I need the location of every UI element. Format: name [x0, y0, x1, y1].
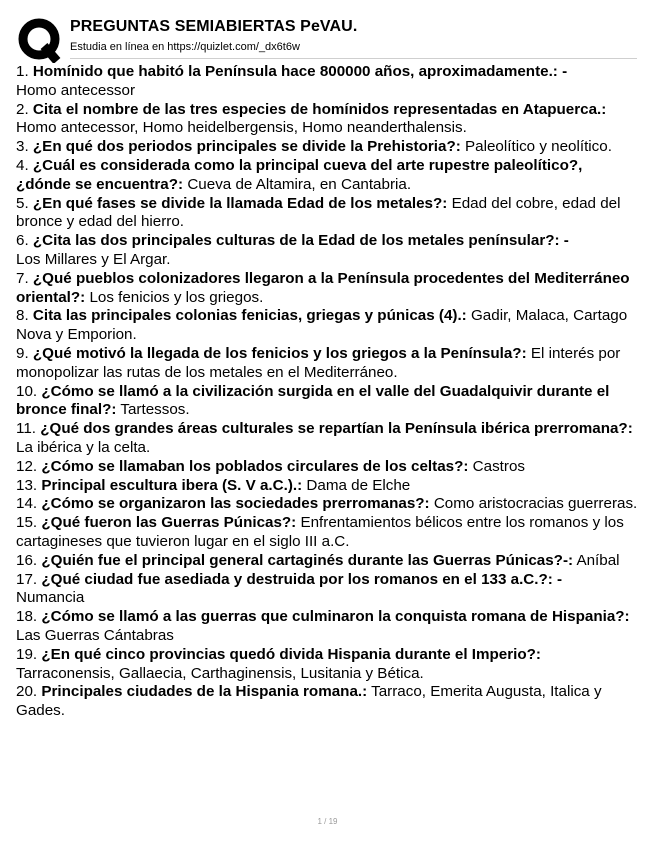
question-text: Cita el nombre de las tres especies de homínidos representadas en Atapuerca.:	[32, 100, 607, 118]
question-text: ¿Qué fueron las Guerras Púnicas?:	[41, 514, 297, 532]
question-item-4	[16, 157, 638, 195]
question-item-18	[16, 608, 638, 646]
question-text: ¿Cuál es considerada como la principal cueva del arte rupestre paleolítico?, ¿dónde se encuentra?:	[16, 156, 583, 193]
question-text: Principal escultura ibera (S. V a.C.).:	[41, 476, 303, 494]
answer-text: Los fenicios y los griegos.	[89, 288, 264, 306]
question-number: 1.	[16, 63, 29, 80]
header-divider	[70, 58, 637, 59]
question-item-10	[16, 383, 638, 421]
question-number: 16.	[16, 551, 38, 569]
answer-text: Aníbal	[576, 551, 620, 569]
question-text: Principales ciudades de la Hispania romana.:	[41, 683, 368, 701]
question-item-8	[16, 307, 638, 345]
question-number: 4.	[16, 156, 29, 174]
question-number: 11.	[16, 420, 36, 438]
question-item-6	[16, 232, 638, 270]
question-item-9	[16, 345, 638, 383]
document-header	[16, 14, 638, 60]
question-number: 17.	[16, 570, 38, 588]
question-item-3	[16, 138, 638, 157]
question-text: ¿En qué dos periodos principales se divide la Prehistoria?:	[32, 138, 461, 156]
question-text: ¿En qué cinco provincias quedó divida Hispania durante el Imperio?:	[41, 645, 541, 663]
question-text: Homínido que habitó la Península hace 800000 años, aproximadamente.: -	[32, 63, 568, 80]
question-number: 9.	[16, 344, 29, 362]
question-number: 20.	[16, 683, 38, 701]
question-number: 8.	[16, 307, 29, 325]
answer-text: Dama de Elche	[306, 476, 411, 494]
question-item-17	[16, 571, 638, 609]
answer-text: Tartessos.	[120, 401, 190, 419]
question-text: ¿En qué fases se divide la llamada Edad de los metales?:	[32, 194, 448, 212]
question-item-19	[16, 646, 638, 684]
answer-text: Tarraco, Emerita Augusta, Italica y Gades.	[16, 683, 602, 720]
answer-text: Paleolítico y neolítico.	[465, 138, 612, 156]
question-number: 14.	[16, 495, 38, 513]
answer-text: El interés por monopolizar las rutas de los metales en el Mediterráneo.	[16, 344, 621, 381]
question-text: ¿Quién fue el principal general cartaginés durante las Guerras Púnicas?-:	[41, 551, 574, 569]
question-number: 15.	[16, 514, 38, 532]
question-number: 5.	[16, 194, 29, 212]
answer-text: Numancia	[16, 589, 85, 607]
answer-text: Edad del cobre, edad del bronce y edad del hierro.	[16, 194, 621, 231]
question-text: Cita las principales colonias fenicias, griegas y púnicas (4).:	[32, 307, 467, 325]
quizlet-q-logo-icon	[16, 17, 62, 63]
question-item-5	[16, 195, 638, 233]
question-item-15	[16, 514, 638, 552]
question-item-1	[16, 63, 638, 101]
question-text: ¿Cómo se llamó a la civilización surgida en el valle del Guadalquivir durante el bronce final?:	[16, 382, 610, 419]
question-number: 7.	[16, 269, 29, 287]
question-number: 13.	[16, 476, 38, 494]
question-list	[16, 63, 638, 721]
answer-text: Homo antecessor	[16, 81, 136, 99]
answer-text: La ibérica y la celta.	[16, 438, 151, 456]
answer-text: Como aristocracias guerreras.	[433, 495, 638, 513]
question-text: ¿Qué dos grandes áreas culturales se repartían la Península ibérica prerromana?:	[40, 420, 633, 438]
answer-text: Cueva de Altamira, en Cantabria.	[187, 175, 412, 193]
answer-text: Los Millares y El Argar.	[16, 250, 171, 268]
question-item-16	[16, 552, 638, 571]
question-item-20	[16, 683, 638, 721]
question-item-2	[16, 101, 638, 139]
answer-text: Las Guerras Cántabras	[16, 626, 174, 644]
page-indicator: 1 / 19	[317, 817, 338, 826]
question-number: 10.	[16, 382, 38, 400]
answer-text: Homo antecessor, Homo heidelbergensis, Homo neanderthalensis.	[16, 119, 467, 137]
question-number: 6.	[16, 232, 29, 250]
question-text: ¿Cómo se llamó a las guerras que culminaron la conquista romana de Hispania?:	[41, 608, 630, 626]
question-text: ¿Qué ciudad fue asediada y destruida por los romanos en el 133 a.C.?: -	[41, 570, 563, 588]
answer-text: Tarraconensis, Gallaecia, Carthaginensis, Lusitania y Bética.	[16, 664, 424, 682]
question-item-13	[16, 477, 638, 496]
study-link-text: Estudia en línea en https://quizlet.com/_dx6t6w	[70, 41, 300, 53]
question-number: 19.	[16, 645, 38, 663]
question-text: ¿Cómo se organizaron las sociedades prerromanas?:	[41, 495, 430, 513]
question-text: ¿Cómo se llamaban los poblados circulares de los celtas?:	[41, 457, 469, 475]
question-number: 2.	[16, 100, 29, 118]
answer-text: Castros	[472, 457, 525, 475]
answer-text: Enfrentamientos bélicos entre los romanos y los cartagineses que tuvieron lugar en el siglo III a.C.	[16, 514, 624, 550]
question-number: 3.	[16, 138, 29, 156]
question-text: ¿Qué motivó la llegada de los fenicios y los griegos a la Península?:	[32, 344, 527, 362]
question-item-7	[16, 270, 638, 308]
question-item-11	[16, 420, 638, 458]
question-text: ¿Qué pueblos colonizadores llegaron a la Península procedentes del Mediterráneo oriental?:	[16, 269, 630, 306]
question-number: 18.	[16, 608, 38, 626]
question-number: 12.	[16, 457, 38, 475]
question-item-12	[16, 458, 638, 477]
answer-text: Gadir, Malaca, Cartago Nova y Emporion.	[16, 307, 628, 344]
question-item-14	[16, 495, 638, 514]
document-title: PREGUNTAS SEMIABIERTAS PeVAU.	[70, 18, 358, 35]
question-text: ¿Cita las dos principales culturas de la Edad de los metales penínsular?: -	[32, 232, 569, 250]
